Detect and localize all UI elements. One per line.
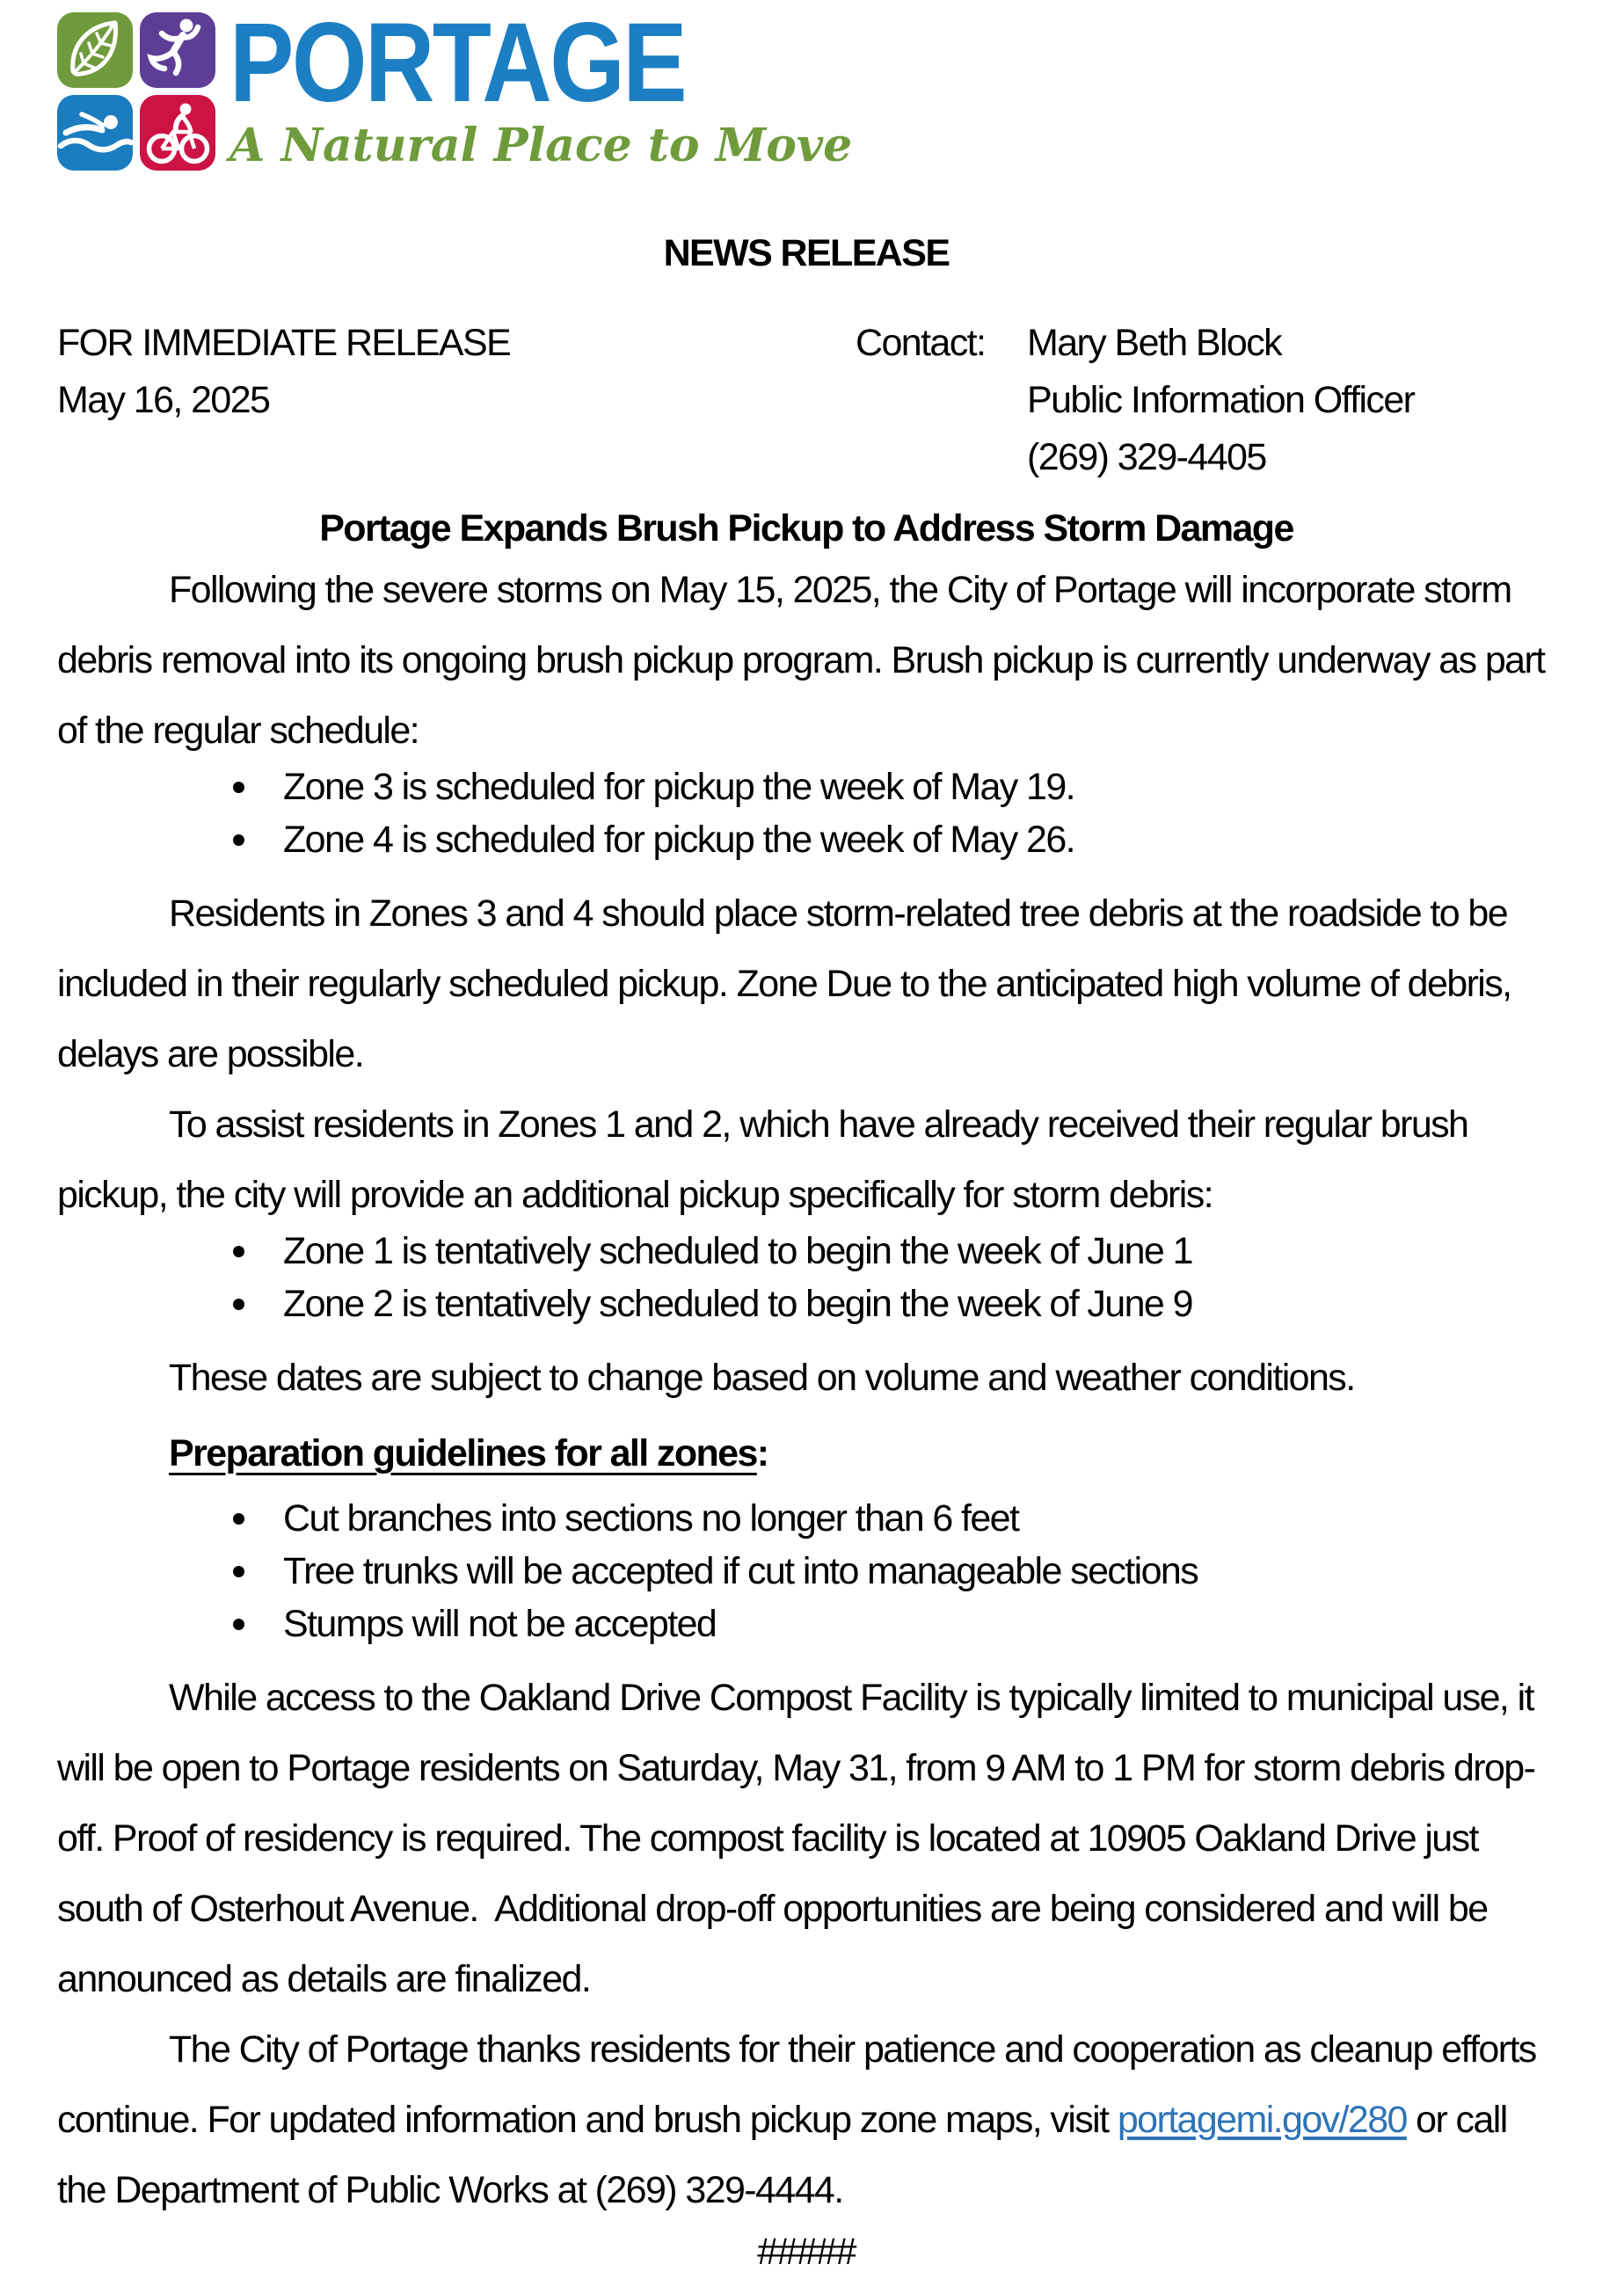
- news-release-heading: NEWS RELEASE: [663, 232, 950, 274]
- portagemi-link[interactable]: portagemi.gov/280: [1117, 2099, 1407, 2141]
- leaf-icon: [57, 12, 133, 88]
- paragraph-dates-disclaimer: These dates are subject to change based on volume and weather conditions.: [169, 1357, 1355, 1399]
- cyclist-icon: [140, 95, 215, 171]
- closing-text-after-link: or call the Department of Public Works at (269) 329-4444.: [57, 2099, 1517, 2211]
- storm-pickup-list: [57, 1225, 1555, 1330]
- guidelines-heading: [169, 1427, 1555, 1480]
- contact-details: [1027, 315, 1414, 486]
- list-item: Tree trunks will be accepted if cut into manageable sections: [283, 1545, 1555, 1598]
- paragraph-zones34: Residents in Zones 3 and 4 should place storm-related tree debris at the roadside to be included in their regularly scheduled pickup. Zone Due to the anticipated high volume of debris, delays are possible.: [57, 892, 1520, 1075]
- guidelines-list: [57, 1492, 1555, 1650]
- runner-icon: [140, 12, 215, 88]
- list-item: Zone 4 is scheduled for pickup the week of May 26.: [283, 813, 1555, 866]
- end-mark: #####: [757, 2231, 856, 2273]
- list-item: Stumps will not be accepted: [283, 1598, 1555, 1650]
- schedule-list: [57, 761, 1555, 866]
- logo-tagline: A Natural Place to Move: [229, 119, 853, 172]
- release-contact-block: [57, 315, 1555, 486]
- contact-label: Contact:: [856, 322, 986, 364]
- release-info: [57, 315, 856, 486]
- list-item: Zone 2 is tentatively scheduled to begin the week of June 9: [283, 1278, 1555, 1330]
- swimmer-icon: [57, 95, 133, 171]
- page-title: Portage Expands Brush Pickup to Address Storm Damage: [319, 507, 1293, 550]
- portage-logo: [57, 0, 1555, 172]
- logo-wordmark: PORTAGE: [229, 0, 686, 126]
- contact-info: [856, 315, 1414, 486]
- logo-tiles: [57, 12, 215, 172]
- contact-name: Mary Beth Block: [1027, 322, 1282, 364]
- paragraph-compost-facility: While access to the Oakland Drive Compost Facility is typically limited to municipal use, it will be open to Portage residents on Saturday, May 31, from 9 AM to 1 PM for storm debris drop-off. Proof of residency is required. The compost facility is located at 10905 Oakland Drive just south of Osterhout Avenue. Additional drop-off opportunities are being considered and will be announced as details are finalized.: [57, 1677, 1543, 2000]
- paragraph-closing: [57, 2014, 1555, 2225]
- logo-text: [229, 0, 853, 172]
- contact-title: Public Information Officer: [1027, 379, 1415, 421]
- closing-text-before-link: The City of Portage thanks residents for their patience and cooperation as cleanup efforts continue. For updated information and brush pickup zone maps, visit: [57, 2028, 1546, 2141]
- guidelines-heading-colon: :: [756, 1432, 768, 1474]
- contact-phone: (269) 329-4405: [1027, 436, 1266, 478]
- release-label: FOR IMMEDIATE RELEASE: [57, 322, 511, 364]
- list-item: Cut branches into sections no longer than 6 feet: [283, 1492, 1555, 1545]
- list-item: Zone 3 is scheduled for pickup the week of May 19.: [283, 761, 1555, 813]
- release-date: May 16, 2025: [57, 379, 270, 421]
- list-item: Zone 1 is tentatively scheduled to begin the week of June 1: [283, 1225, 1555, 1278]
- paragraph-intro: Following the severe storms on May 15, 2025, the City of Portage will incorporate storm debris removal into its ongoing brush pickup program. Brush pickup is currently underway as part of the regular schedule:: [57, 569, 1554, 752]
- paragraph-zones12: To assist residents in Zones 1 and 2, which have already received their regular brush pickup, the city will provide an additional pickup specifically for storm debris:: [57, 1103, 1477, 1216]
- guidelines-heading-text: Preparation guidelines for all zones: [169, 1432, 757, 1474]
